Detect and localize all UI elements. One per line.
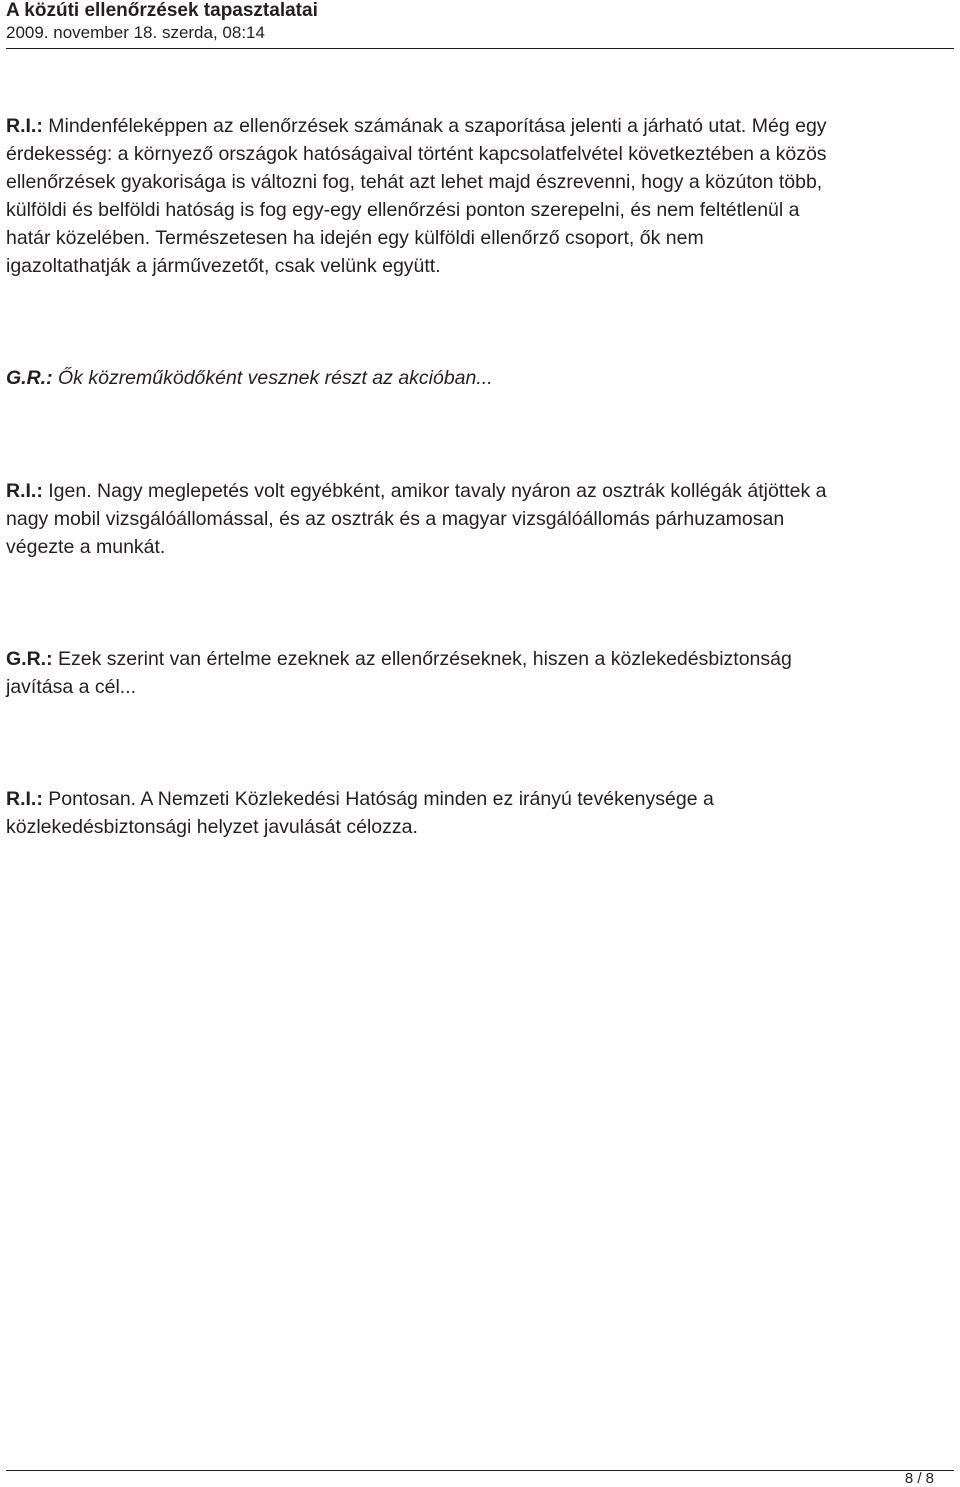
paragraph-ri-3: [6, 785, 956, 841]
paragraph-text: Pontosan. A Nemzeti Közlekedési Hatóság minden ez irányú tevékenysége a közlekedésbiztonsági helyzet javulását célozza.: [6, 788, 714, 838]
speaker-label: R.I.:: [6, 788, 43, 810]
paragraph-text: Ezek szerint van értelme ezeknek az ellenőrzéseknek, hiszen a közlekedésbiztonság javítása a cél...: [6, 648, 792, 698]
document-title: A közúti ellenőrzések tapasztalatai: [6, 0, 318, 21]
paragraph-text: Mindenféleképpen az ellenőrzések számának a szaporítása jelenti a járható utat. Még egy érdekesség: a környező országok hatóságaival történt kapcsolatfelvétel következtében a közös ellenőrzések gyakorisága is változni fog, tehát azt lehet majd észrevenni, hogy a közúton több, külföldi és belföldi hatóság is fog egy-egy ellenőrzési ponton szerepelni, és nem feltétlenül a határ közelében. Természetesen ha idején egy külföldi ellenőrző csoport, ők nem igazoltathatják a járművezetőt, csak velünk együtt.: [6, 115, 827, 277]
paragraph-text: Ők közreműködőként vesznek részt az akcióban...: [52, 367, 493, 389]
article-body: [6, 112, 956, 841]
paragraph-text: Igen. Nagy meglepetés volt egyébként, amikor tavaly nyáron az osztrák kollégák átjöttek a nagy mobil vizsgálóállomással, és az osztrák és a magyar vizsgálóállomás párhuzamosan végezte a munkát.: [6, 480, 827, 558]
paragraph-ri-2: [6, 477, 956, 561]
speaker-label: G.R.:: [6, 648, 53, 670]
footer-divider: [6, 1470, 954, 1471]
header-divider: [6, 48, 954, 49]
speaker-label: R.I.:: [6, 480, 43, 502]
page-header: [6, 0, 954, 44]
paragraph-gr-1: [6, 364, 956, 392]
document-date: 2009. november 18. szerda, 08:14: [6, 23, 265, 42]
paragraph-gr-2: [6, 645, 956, 701]
speaker-label: R.I.:: [6, 115, 43, 137]
paragraph-ri-1: [6, 112, 956, 280]
speaker-label: G.R.:: [6, 367, 53, 389]
page-number: 8 / 8: [904, 1470, 934, 1487]
